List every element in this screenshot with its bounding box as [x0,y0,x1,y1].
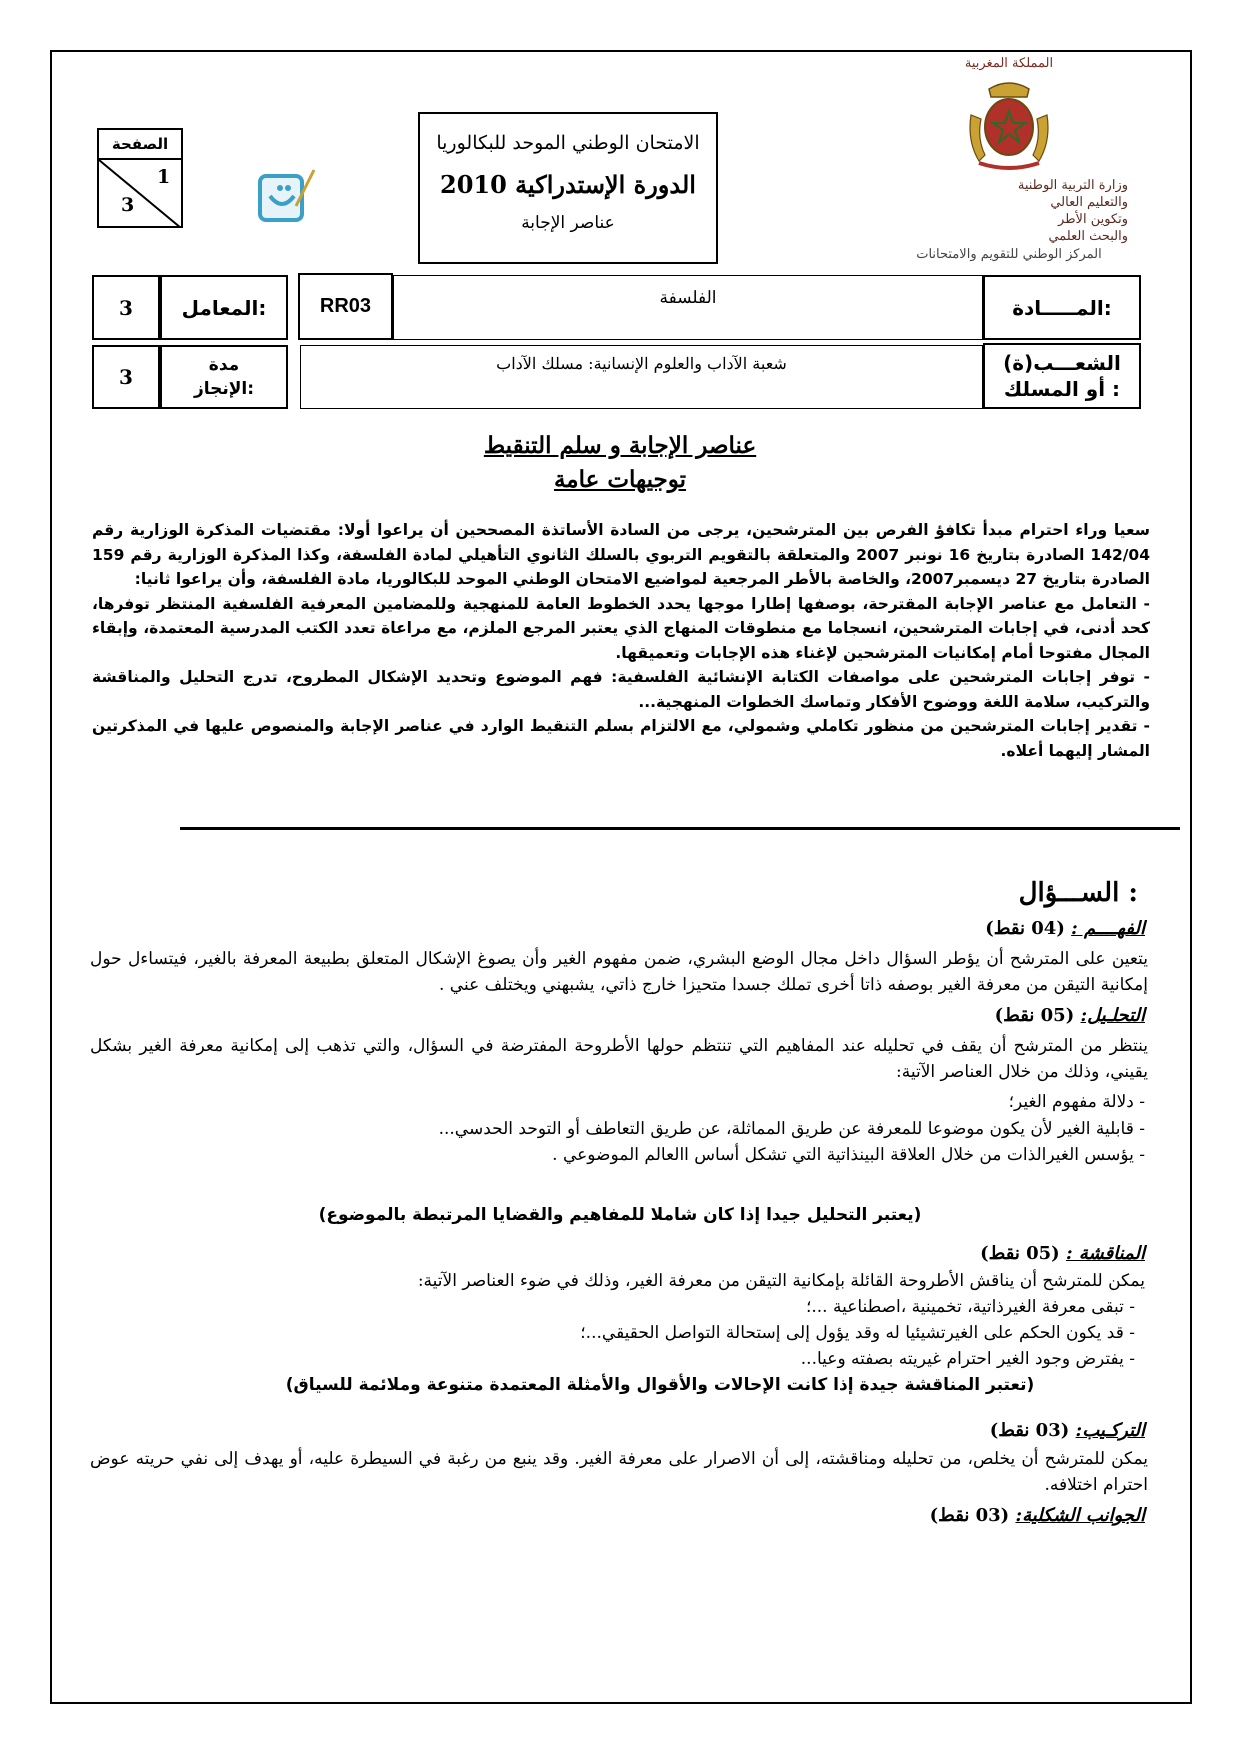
exam-center-logo-icon [258,166,318,228]
synthesis-heading [990,1420,1145,1441]
page-number-diagonal [99,160,181,230]
question-title: الســـؤال : [1018,878,1138,908]
ministry-line: والتعليم العالي [1050,195,1128,210]
ministry-line: والبحث العلمي [1048,229,1128,244]
analysis-points: (05 نقط) [994,1005,1075,1026]
page-label: الصفحة [99,130,181,160]
discussion-heading [980,1243,1145,1264]
branch-value: شعبة الآداب والعلوم الإنسانية: مسلك الآداب [300,345,983,409]
understanding-text [90,946,1148,998]
guideline-paragraph: - تقدير إجابات المترشحين من منظور تكاملي وشمولي، مع الالتزام بسلم التنقيط الوارد في عناصر الإجابة والمنصوص عليها في المذكرتين المشار إليهما أعلاه. [92,717,1150,760]
exam-code: RR03 [298,273,393,340]
discussion-bullet: - قد يكون الحكم على الغيرتشيئيا له وقد يؤول إلى إستحالة التواصل الحقيقي...؛ [580,1323,1135,1343]
analysis-text [90,1033,1148,1085]
understanding-heading [985,918,1145,939]
exam-session: الدورة الإستدراكية 2010 [440,170,696,199]
discussion-points: (05 نقط) [980,1243,1060,1264]
ministry-block [874,56,1144,262]
analysis-label: التحلـيل: [1080,1005,1145,1026]
coefficient-label: المعامل: [160,275,288,340]
ministry-line: وتكوين الأطر [1058,212,1128,227]
branch-label [983,343,1141,409]
exam-subtitle: عناصر الإجابة [521,213,615,233]
discussion-bullet: - يفترض وجود الغير احترام غيريته بصفته وعيا... [800,1349,1135,1369]
page-number-box [97,128,183,228]
formal-points: (03 نقط) [929,1505,1010,1526]
guidelines-body [92,518,1150,763]
analysis-heading [995,1005,1145,1026]
general-guidelines-title: توجيهات عامة [553,466,687,493]
formal-heading [930,1505,1145,1526]
understanding-label: الفهــــم : [1071,918,1145,939]
synthesis-paragraph: يمكن للمترشح أن يخلص، من تحليله ومناقشته، إلى أن الاصرار على معرفة الغير. وقد ينبع من رغبة في السيطرة عليه، أو يهدف إلى نفي حريته عوض احترام اختلافه. [90,1449,1148,1495]
page-total: 3 [121,194,135,216]
discussion-label: المناقشة : [1065,1243,1145,1264]
analysis-paragraph: ينتظر من المترشح أن يقف في تحليله عند المفاهيم التي تنتظم حولها الأطروحة المفترضة في السؤال، والتي تذهب إلى إمكانية معرفة الغير بشكل يقيني، وذلك من خلال العناصر الآتية: [90,1036,1148,1082]
guideline-paragraph: - توفر إجابات المترشحين على مواصفات الكتابة الإنشائية الفلسفية: فهم الموضوع وتحديد الإشكال المطروح، تدرج التحليل والمناقشة والتركيب، سلامة اللغة ووضوح الأفكار وتماسك الخطوات المنهجية... [92,668,1150,711]
analysis-bullet: - يؤسس الغيرالذات من خلال العلاقة البينذاتية التي تشكل أساس االعالم الموضوعي . [552,1145,1145,1165]
synthesis-points: (03 نقط) [989,1420,1070,1441]
guideline-paragraph: سعيا وراء احترام مبدأ تكافؤ الفرص بين المترشحين، يرجى من السادة الأساتذة المصححين أن يراعوا أولا: مقتضيات المذكرة الوزارية رقم 142/04 الصادرة بتاريخ 16 نونبر 2007 والمتعلقة بالتقويم التربوي بالسلك الثانوي التأهيلي لمادة الفلسفة، وكذا المذكرة الوزارية رقم 159 الصادرة بتاريخ 27 ديسمبر2007، والخاصة بالأطر المرجعية لمواضيع الامتحان الوطني الموحد للبكالوريا، مادة الفلسفة، وأن يراعوا ثانيا: [92,521,1150,588]
ministry-line: وزارة التربية الوطنية [1017,178,1128,193]
formal-label: الجوانب الشكلية: [1015,1505,1145,1526]
discussion-text: يمكن للمترشح أن يناقش الأطروحة القائلة بإمكانية التيقن من معرفة الغير، وذلك في ضوء العناصر الآتية: [417,1271,1145,1291]
analysis-bullet: - دلالة مفهوم الغير؛ [1008,1092,1145,1112]
understanding-paragraph: يتعين على المترشح أن يؤطر السؤال داخل مجال الوضع البشري، ضمن مفهوم الغير وأن يصوغ الإشكال المتعلق بطبيعة المعرفة بالغير، فيتساءل حول إمكانية التيقن من معرفة الغير بوصفه ذاتا أخرى تملك جسدا متحيزا خارج ذاتي، يشبهني ويختلف عني . [90,949,1148,995]
answer-key-title: عناصر الإجابة و سلم التنقيط [483,432,757,459]
discussion-bullet: - تبقى معرفة الغيرذاتية، تخمينية ،اصطناعية ...؛ [805,1297,1135,1317]
discussion-note: (تعتبر المناقشة جيدة إذا كانت الإحالات والأقوال والأمثلة المعتمدة متنوعة وملائمة للسياق) [285,1375,1035,1395]
synthesis-text [90,1446,1148,1498]
evaluation-center: المركز الوطني للتقويم والامتحانات [916,247,1102,262]
duration-label [160,345,288,409]
synthesis-label: التركـيب: [1075,1420,1145,1441]
branch-label-line1: الشعـــب(ة) [1003,351,1121,375]
coefficient-value: 3 [92,275,160,340]
page-current: 1 [157,166,171,188]
analysis-note: (يعتبر التحليل جيدا إذا كان شاملا للمفاهيم والقضايا المرتبطة بالموضوع) [318,1205,922,1225]
analysis-bullet: - قابلية الغير لأن يكون موضوعا للمعرفة عن طريق المماثلة، عن طريق التعاطف أو التوحد الحدسي... [438,1119,1145,1139]
exam-title: الامتحان الوطني الموحد للبكالوريا [436,132,700,154]
subject-label: المـــــادة: [983,275,1141,340]
guideline-paragraph: - التعامل مع عناصر الإجابة المقترحة، بوصفها إطارا موجها يحدد الخطوط العامة للمنهجية وللمضامين المعرفية الفلسفية المنتظر توفرها، كحد أدنى، في إجابات المترشحين، انسجاما مع منطوقات المنهاج الذي يعتبر المرجع الملزم، مع مراعاة تعدد الكتب المدرسية المعتمدة، وإبقاء المجال مفتوحا أمام إمكانيات المترشحين لإغناء هذه الإجابات وتعميقها. [92,594,1150,662]
duration-value: 3 [92,345,160,409]
understanding-points: (04 نقط) [985,918,1065,939]
exam-title-box [418,112,718,264]
subject-value: الفلسفة [393,275,983,340]
kingdom-name: المملكة المغربية [964,56,1054,71]
duration-label-line1: مدة [208,355,240,375]
duration-label-line2: الإنجاز: [193,379,255,399]
section-divider [180,827,1180,830]
coat-of-arms-icon [949,75,1069,175]
branch-label-line2: أو المسلك : [1003,377,1121,401]
